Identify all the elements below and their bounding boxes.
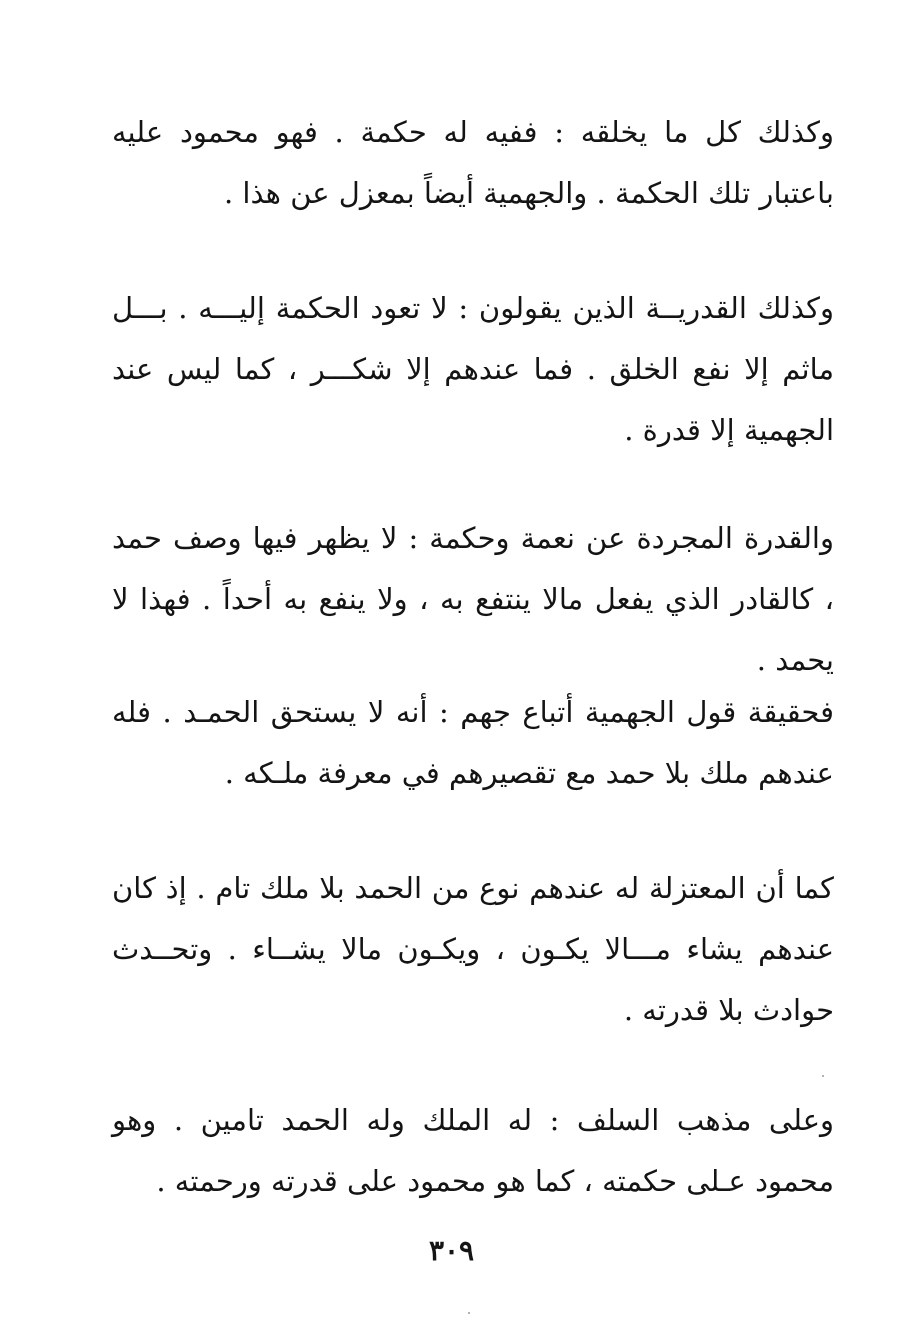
- paragraph-4: فحقيقة قول الجهمية أتباع جهم : أنه لا يستحق الحمـد . فله عندهم ملك بلا حمد مع تقصيرهم في معرفة ملـكه .: [112, 695, 834, 790]
- paragraph-3: والقدرة المجردة عن نعمة وحكمة : لا يظهر فيها وصف حمد ، كالقادر الذي يفعل مالا ينتفع به ، ولا ينفع به أحداً . فهذا لا يحمد .: [112, 521, 834, 677]
- paragraph-5: كما أن المعتزلة له عندهم نوع من الحمد بلا ملك تام . إذ كان عندهم يشاء مـــالا يكـون ، ويكـون مالا يشــاء . وتحــدث حوادث بلا قدرته .: [112, 871, 834, 1027]
- page-number: ٣٠٩: [428, 1234, 475, 1267]
- paragraph-1: وكذلك كل ما يخلقه : ففيه له حكمة . فهو محمود عليه باعتبار تلك الحكمة . والجهمية أيضاً بمعزل عن هذا .: [112, 115, 834, 210]
- paragraph-6: وعلى مذهب السلف : له الملك وله الحمد تامين . وهو محمود عـلى حكمته ، كما هو محمود على قدرته ورحمته .: [112, 1103, 834, 1198]
- scan-speck: [468, 1312, 470, 1314]
- paragraph-2: وكذلك القدريــة الذين يقولون : لا تعود الحكمة إليـــه . بـــل ماثم إلا نفع الخلق . فما عندهم إلا شكـــر ، كما ليس عند الجهمية إلا قدرة .: [112, 291, 834, 447]
- scan-speck: [822, 1075, 824, 1077]
